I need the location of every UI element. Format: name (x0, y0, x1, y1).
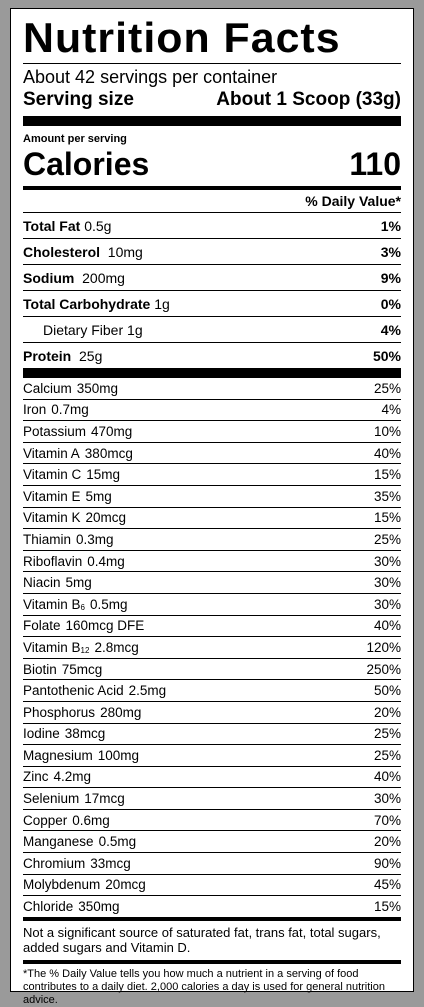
vitamin-amount: 350mg (78, 899, 120, 915)
vitamin-row (23, 636, 401, 658)
vitamin-row (23, 679, 401, 701)
vitamin-amount: 0.6mg (72, 812, 110, 828)
vitamin-name: Chromium (23, 855, 86, 871)
nutrient-dv: 50% (372, 347, 401, 364)
vitamin-dv: 15% (373, 899, 401, 915)
vitamin-name: Iron (23, 402, 47, 418)
vitamin-amount: 20mcg (105, 877, 146, 893)
vitamin-row (23, 874, 401, 896)
vitamin-row (23, 420, 401, 442)
vitamin-row (23, 766, 401, 788)
vitamin-label (23, 381, 118, 396)
vitamin-dv: 40% (373, 618, 401, 634)
vitamin-label (23, 769, 91, 784)
vitamin-label (23, 467, 120, 482)
nutrient-name: Dietary Fiber (43, 321, 124, 338)
vitamin-name: Thiamin (23, 531, 72, 547)
divider (23, 63, 401, 64)
vitamin-name: Zinc (23, 769, 49, 785)
vitamin-amount: 33mcg (90, 855, 131, 871)
nutrient-dv: 9% (380, 269, 401, 286)
vitamin-row (23, 830, 401, 852)
vitamin-row (23, 593, 401, 615)
vitamin-label (23, 640, 139, 655)
vitamin-subscript: 12 (80, 645, 90, 655)
vitamin-dv: 40% (373, 769, 401, 785)
nutrient-row-dietary-fiber (23, 316, 401, 342)
vitamin-label (23, 662, 102, 677)
vitamin-amount: 0.7mg (51, 402, 89, 418)
vitamin-amount: 17mcg (84, 791, 125, 807)
vitamin-dv: 120% (366, 639, 401, 655)
vitamin-name: Biotin (23, 661, 57, 677)
vitamin-dv: 30% (373, 553, 401, 569)
vitamin-name: Pantothenic Acid (23, 683, 124, 699)
calories-row (23, 146, 401, 186)
vitamin-dv: 250% (366, 661, 401, 677)
vitamin-dv: 45% (373, 877, 401, 893)
vitamin-amount: 4.2mg (53, 769, 92, 785)
vitamin-amount: 470mg (91, 423, 133, 439)
vitamin-amount: 2.8mcg (94, 639, 139, 655)
calories-label: Calories (23, 146, 150, 182)
vitamin-row (23, 723, 401, 745)
vitamin-dv: 10% (373, 423, 401, 439)
nutrient-amount: 1g (154, 295, 170, 312)
nutrient-name: Total Fat (23, 217, 81, 234)
nutrient-name: Total Carbohydrate (23, 295, 151, 312)
vitamin-dv: 20% (373, 834, 401, 850)
nutrient-dv: 1% (380, 217, 401, 234)
nutrient-row-protein (23, 342, 401, 368)
nutrient-row-sodium (23, 264, 401, 290)
vitamin-name: Vitamin B (23, 596, 81, 612)
nutrient-dv: 4% (380, 321, 401, 338)
vitamin-name: Vitamin C (23, 467, 82, 483)
vitamin-dv: 4% (381, 402, 401, 418)
nutrient-row-cholesterol (23, 238, 401, 264)
vitamin-amount: 0.3mg (76, 531, 114, 547)
nutrient-amount: 0.5g (84, 217, 112, 234)
vitamin-label (23, 554, 125, 569)
vitamin-dv: 90% (373, 855, 401, 871)
vitamin-row (23, 399, 401, 421)
macro-list (23, 212, 401, 368)
vitamin-amount: 15mg (86, 467, 121, 483)
nutrient-amount: 25g (79, 347, 103, 364)
vitamin-label (23, 424, 132, 439)
vitamin-row (23, 528, 401, 550)
serving-size-label: Serving size (23, 89, 134, 110)
vitamin-name: Vitamin B (23, 639, 81, 655)
vitamin-mineral-list (23, 378, 401, 917)
vitamin-row (23, 744, 401, 766)
vitamin-amount: 5mg (85, 488, 112, 504)
serving-size-row (23, 88, 401, 116)
vitamin-name: Iodine (23, 726, 60, 742)
vitamin-label (23, 489, 112, 504)
vitamin-dv: 15% (373, 467, 401, 483)
calories-value: 110 (349, 146, 401, 182)
vitamin-name: Vitamin A (23, 445, 80, 461)
nutrient-name: Cholesterol (23, 243, 101, 260)
vitamin-name: Riboflavin (23, 553, 83, 569)
not-significant-note: Not a significant source of saturated fat, trans fat, total sugars, added sugars and Vitamin D. (23, 924, 381, 955)
vitamin-name: Potassium (23, 423, 87, 439)
vitamin-label (23, 877, 146, 892)
vitamin-dv: 15% (373, 510, 401, 526)
nutrient-amount: 1g (127, 321, 143, 338)
vitamin-row (23, 378, 401, 399)
vitamin-label (23, 748, 139, 763)
vitamin-label (23, 834, 136, 849)
vitamin-label (23, 532, 114, 547)
vitamin-name: Magnesium (23, 747, 93, 763)
vitamin-dv: 25% (373, 380, 401, 396)
vitamin-row (23, 701, 401, 723)
vitamin-row (23, 571, 401, 593)
vitamin-label (23, 899, 120, 914)
nutrient-name: Sodium (23, 269, 75, 286)
vitamin-dv: 30% (373, 596, 401, 612)
vitamin-row (23, 442, 401, 464)
vitamin-label (23, 813, 110, 828)
serving-size-value: About 1 Scoop (33g) (216, 89, 401, 110)
vitamin-row (23, 485, 401, 507)
label-title: Nutrition Facts (23, 14, 341, 61)
vitamin-name: Calcium (23, 380, 72, 396)
amount-per-serving: Amount per serving (23, 133, 127, 145)
nutrient-row-total-carbohydrate (23, 290, 401, 316)
vitamin-dv: 25% (373, 747, 401, 763)
vitamin-label (23, 575, 92, 590)
vitamin-dv: 20% (373, 704, 401, 720)
vitamin-amount: 350mg (76, 380, 119, 396)
vitamin-name: Selenium (23, 791, 80, 807)
vitamin-name: Manganese (23, 834, 94, 850)
vitamin-dv: 30% (373, 791, 401, 807)
nutrient-row-total-fat (23, 212, 401, 238)
vitamin-label (23, 791, 125, 806)
vitamin-amount: 38mcg (64, 726, 106, 742)
nutrition-label (10, 8, 414, 1006)
vitamin-dv: 50% (373, 683, 401, 699)
vitamin-name: Phosphorus (23, 704, 96, 720)
vitamin-dv: 40% (373, 445, 401, 461)
vitamin-name: Chloride (23, 899, 74, 915)
vitamin-amount: 0.5mg (89, 596, 128, 612)
vitamin-dv: 70% (373, 812, 401, 828)
vitamin-name: Vitamin K (23, 510, 81, 526)
vitamin-label (23, 618, 144, 633)
vitamin-row (23, 550, 401, 572)
vitamin-label (23, 726, 105, 741)
vitamin-row (23, 809, 401, 831)
vitamin-dv: 25% (373, 726, 401, 742)
vitamin-row (23, 895, 401, 917)
nutrient-dv: 3% (380, 243, 401, 260)
vitamin-dv: 30% (373, 575, 401, 591)
vitamin-row (23, 615, 401, 637)
vitamin-name: Vitamin E (23, 488, 81, 504)
vitamin-dv: 25% (373, 531, 401, 547)
vitamin-name: Niacin (23, 575, 61, 591)
vitamin-label (23, 510, 126, 525)
vitamin-amount: 20mcg (85, 510, 127, 526)
vitamin-amount: 380mcg (84, 445, 133, 461)
nutrient-name: Protein (23, 347, 72, 364)
vitamin-row (23, 787, 401, 809)
vitamin-label (23, 402, 89, 417)
vitamin-row (23, 658, 401, 680)
vitamin-name: Molybdenum (23, 877, 101, 893)
servings-per-container: About 42 servings per container (23, 67, 278, 87)
divider-thick (23, 116, 401, 126)
nutrient-dv: 0% (380, 295, 401, 312)
vitamin-label (23, 597, 128, 612)
vitamin-amount: 100mg (97, 747, 140, 763)
vitamin-amount: 0.5mg (98, 834, 137, 850)
vitamin-row (23, 507, 401, 529)
vitamin-label (23, 856, 131, 871)
vitamin-row (23, 852, 401, 874)
vitamin-amount: 160mcg DFE (65, 618, 145, 634)
daily-value-header: % Daily Value* (305, 193, 401, 209)
nutrient-amount: 200mg (82, 269, 125, 286)
nutrient-amount: 10mg (107, 243, 143, 260)
vitamin-name: Copper (23, 812, 68, 828)
vitamin-row (23, 463, 401, 485)
vitamin-subscript: 6 (80, 602, 85, 612)
vitamin-amount: 280mg (100, 704, 142, 720)
vitamin-amount: 2.5mg (128, 683, 167, 699)
vitamin-amount: 75mcg (61, 661, 103, 677)
daily-value-footnote: *The % Daily Value tells you how much a nutrient in a serving of food contributes to a daily diet. 2,000 calories a day is used for general nutrition advice. (23, 967, 385, 1006)
vitamin-label (23, 683, 166, 698)
vitamin-dv: 35% (373, 488, 401, 504)
vitamin-label (23, 446, 133, 461)
vitamin-amount: 5mg (65, 575, 92, 591)
vitamin-amount: 0.4mg (87, 553, 125, 569)
vitamin-name: Folate (23, 618, 61, 634)
divider-thick (23, 368, 401, 378)
vitamin-label (23, 705, 141, 720)
